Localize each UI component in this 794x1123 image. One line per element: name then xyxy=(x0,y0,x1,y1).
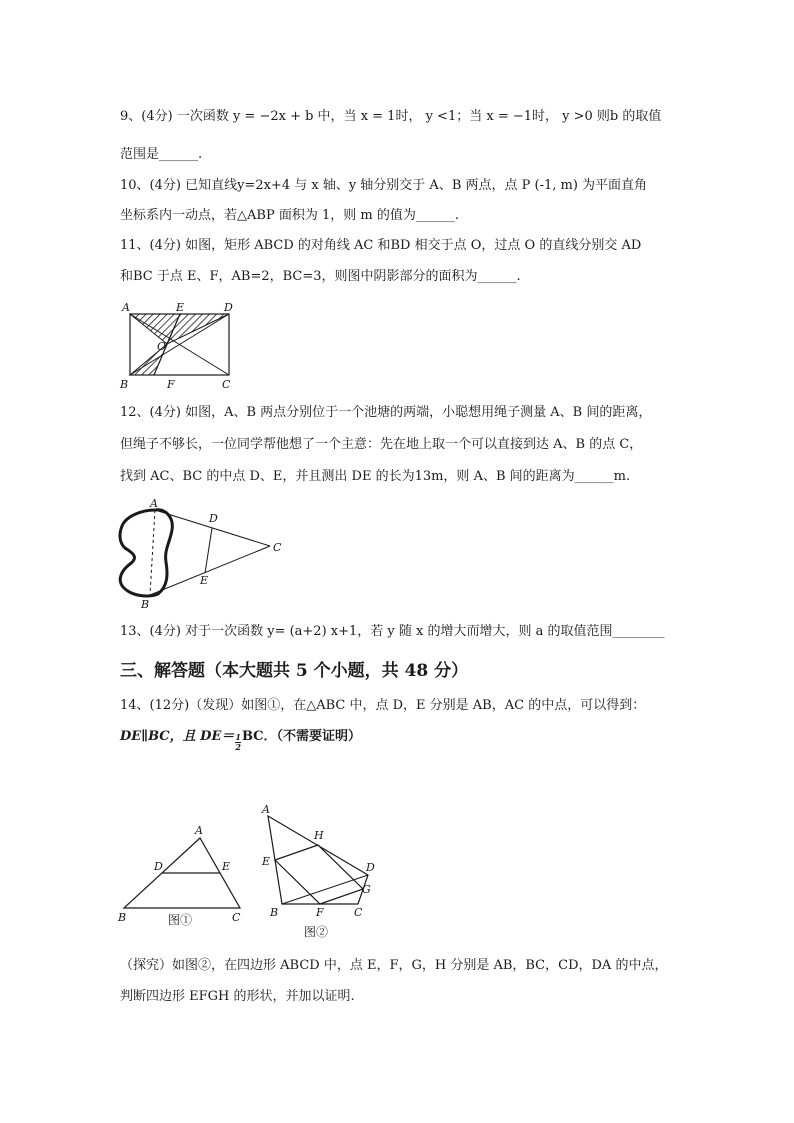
q14-line2-suffix: BC．（不需要证明） xyxy=(241,729,362,744)
q14-line2 xyxy=(120,728,361,752)
q12-line3: 找到 AC、BC 的中点 D、E，并且测出 DE 的长为13m，则 A、B 间的距离为______m. xyxy=(120,469,631,484)
label-c: C xyxy=(232,911,241,924)
label-c: C xyxy=(354,906,363,919)
q10-line2: 坐标系内一动点，若△ABP 面积为 1，则 m 的值为______. xyxy=(120,208,459,223)
q14-explore-line1: （探究）如图②，在四边形 ABCD 中，点 E，F，G，H 分别是 AB，BC，CD，DA 的中点， xyxy=(120,958,668,973)
label-c: C xyxy=(222,378,231,391)
q10-line1: 10、(4分) 已知直线y=2x+4 与 x 轴、y 轴分别交于 A、B 两点，点 P (-1, m) 为平面直角 xyxy=(120,178,648,193)
label-e: E xyxy=(262,855,271,868)
pond-outline xyxy=(120,510,172,596)
label-a: A xyxy=(122,301,130,314)
label-g: G xyxy=(362,883,371,896)
label-h: H xyxy=(314,829,324,842)
label-b: B xyxy=(118,911,127,924)
section-heading: 三、解答题（本大题共 5 个小题，共 48 分） xyxy=(120,661,469,681)
q14-line1: 14、(12分)（发现）如图①，在△ABC 中，点 D，E 分别是 AB，AC 的中点，可以得到： xyxy=(120,698,646,713)
q11-line2: 和BC 于点 E、F，AB=2，BC=3，则图中阴影部分的面积为______. xyxy=(120,269,521,284)
segment-de xyxy=(205,528,212,573)
q13-line1: 13、(4分) 对于一次函数 y= (a+2) x+1，若 y 随 x 的增大而增大，则 a 的取值范围________ xyxy=(120,624,665,639)
label-b: B xyxy=(120,378,129,391)
q14-figure-2 xyxy=(254,798,394,943)
label-f: F xyxy=(167,378,175,391)
fraction-denominator: 2 xyxy=(235,742,241,752)
label-a: A xyxy=(150,497,158,510)
label-d: D xyxy=(154,860,163,873)
q11-rectangle-figure xyxy=(112,298,242,392)
q9-line1: 9、(4分) 一次函数 y = −2x + b 中，当 x = 1时， y <1；当 x = −1时， y >0 则b 的取值 xyxy=(120,109,662,124)
label-d: D xyxy=(209,512,218,525)
label-b: B xyxy=(141,598,150,611)
fraction-numerator: 1 xyxy=(235,732,241,742)
q12-line1: 12、(4分) 如图，A、B 两点分别位于一个池塘的两端，小聪想用绳子测量 A、B 间的距离， xyxy=(120,405,652,420)
q14-figure-1 xyxy=(112,820,252,930)
label-f: F xyxy=(316,906,324,919)
label-a: A xyxy=(262,803,270,816)
figure-2-caption: 图② xyxy=(304,925,329,939)
q9-line2: 范围是______. xyxy=(120,147,203,162)
figure-1-caption: 图① xyxy=(168,913,193,927)
label-o: O xyxy=(157,340,167,353)
label-d: D xyxy=(224,301,233,314)
label-e: E xyxy=(176,301,185,314)
segment-ab-dashed xyxy=(150,510,155,595)
label-a: A xyxy=(195,824,203,837)
q11-line1: 11、(4分) 如图，矩形 ABCD 的对角线 AC 和BD 相交于点 O，过点 O 的直线分别交 AD xyxy=(120,238,642,253)
q12-line2: 但绳子不够长，一位同学帮他想了一个主意：先在地上取一个可以直接到达 A、B 的点 C， xyxy=(120,437,643,452)
label-e: E xyxy=(222,860,231,873)
q14-line2-prefix: DE∥BC，且 DE＝ xyxy=(120,729,235,744)
label-d: D xyxy=(366,861,375,874)
fraction-half xyxy=(235,733,241,752)
q12-pond-figure xyxy=(108,496,293,612)
label-e: E xyxy=(200,574,209,587)
q14-explore-line2: 判断四边形 EFGH 的形状，并加以证明. xyxy=(120,989,355,1004)
label-c: C xyxy=(273,541,282,554)
label-b: B xyxy=(270,906,279,919)
quadrilateral-efgh xyxy=(275,845,363,904)
